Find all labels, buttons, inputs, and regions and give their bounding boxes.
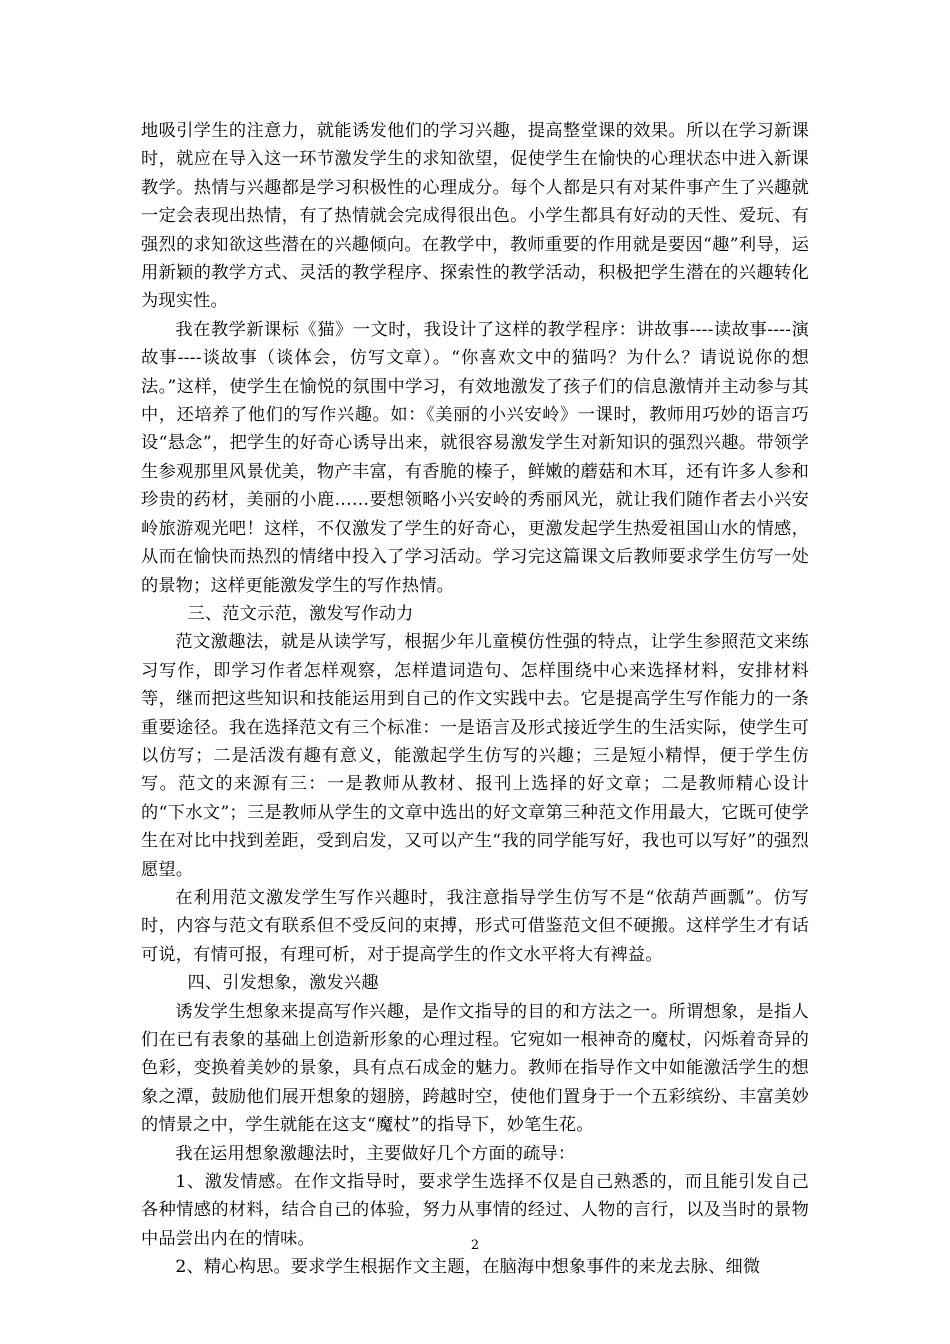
page-number: 2 bbox=[470, 1238, 480, 1253]
document-body bbox=[141, 117, 809, 1282]
section-heading-4: 四、引发想象，激发兴趣 bbox=[187, 973, 379, 994]
paragraph-continuation: 地吸引学生的注意力，就能诱发他们的学习兴趣，提高整堂课的效果。所以在学习新课时，就应在导入这一环节激发学生的求知欲望，促使学生在愉快的心理状态中进入新课教学。热情与兴趣都是学习积极性的心理成分。每个人都是只有对某件事产生了兴趣就一定会表现出热情，有了热情就会完成得很出色。小学生都具有好动的天性、爱玩、有强烈的求知欲这些潜在的兴趣倾向。在教学中，教师重要的作用就是要因“趣”利导，运用新颖的教学方式、灵活的教学程序、探索性的教学活动，积极把学生潜在的兴趣转化为现实性。 bbox=[141, 121, 809, 312]
paragraph-guidance-intro: 我在运用想象激趣法时，主要做好几个方面的疏导： bbox=[175, 1143, 576, 1164]
paragraph-item-2: 2、精心构思。要求学生根据作文主题，在脑海中想象事件的来龙去脉、细微 bbox=[175, 1257, 761, 1278]
paragraph-imitation: 在利用范文激发学生写作兴趣时，我注意指导学生仿写不是“依葫芦画瓢”。仿写时，内容与范文有联系但不受反问的束搏，形式可借鉴范文但不硬搬。这样学生才有话可说，有情可报，有理可析，对于提高学生的作文水平将大有裨益。 bbox=[141, 887, 809, 965]
paragraph-item-1: 1、激发情感。在作文指导时，要求学生选择不仅是自己熟悉的，而且能引发自己各种情感的材料，结合自己的体验，努力从事情的经过、人物的言行，以及当时的景物中品尝出内在的情味。 bbox=[141, 1172, 809, 1249]
paragraph-cat-lesson: 我在教学新课标《猫》一文时，我设计了这样的教学程序：讲故事----读故事----演故事----谈故事（谈体会，仿写文章）。“你喜欢文中的猫吗？为什么？请说说你的想法。”这样，使学生在愉悦的氛围中学习，有效地激发了孩子们的信息激情并主动参与其中，还培养了他们的写作兴趣。如：《美丽的小兴安岭》一课时，教师用巧妙的语言巧设“悬念”，把学生的好奇心诱导出来，就很容易激发学生对新知识的强烈兴趣。带领学生参观那里风景优美，物产丰富，有香脆的榛子，鲜嫩的蘑菇和木耳，还有许多人参和珍贵的药材，美丽的小鹿……要想领略小兴安岭的秀丽风光，就让我们随作者去小兴安岭旅游观光吧！这样，不仅激发了学生的好奇心，更激发起学生热爱祖国山水的情感，从而在愉快而热烈的情绪中投入了学习活动。学习完这篇课文后教师要求学生仿写一处的景物；这样更能激发学生的写作热情。 bbox=[141, 319, 809, 596]
paragraph-imagination: 诱发学生想象来提高写作兴趣，是作文指导的目的和方法之一。所谓想象，是指人们在已有表象的基础上创造新形象的心理过程。它宛如一根神奇的魔杖，闪烁着奇异的色彩，变换着美妙的景象，具有点石成金的魅力。教师在指导作文中如能激活学生的想象之潭，鼓励他们展开想象的翅膀，跨越时空，使他们置身于一个五彩缤纷、丰富美妙的情景之中，学生就能在这支“魔杖”的指导下，妙笔生花。 bbox=[141, 1001, 809, 1136]
paragraph-model-essay: 范文激趣法，就是从读学写，根据少年儿童模仿性强的特点，让学生参照范文来练习写作，即学习作者怎样观察，怎样遣词造句、怎样围绕中心来选择材料，安排材料等，继而把这些知识和技能运用到自己的作文实践中去。它是提高学生写作能力的一条重要途径。我在选择范文有三个标准：一是语言及形式接近学生的生活实际，使学生可以仿写；二是活泼有趣有意义，能激起学生仿写的兴趣；三是短小精悍，便于学生仿写。范文的来源有三：一是教师从教材、报刊上选择的好文章；二是教师精心设计的“下水文”；三是教师从学生的文章中选出的好文章第三种范文作用最大，它既可使学生在对比中找到差距，受到启发，又可以产生“我的同学能写好，我也可以写好”的强烈愿望。 bbox=[141, 632, 809, 880]
section-heading-3: 三、范文示范，激发写作动力 bbox=[187, 603, 414, 624]
